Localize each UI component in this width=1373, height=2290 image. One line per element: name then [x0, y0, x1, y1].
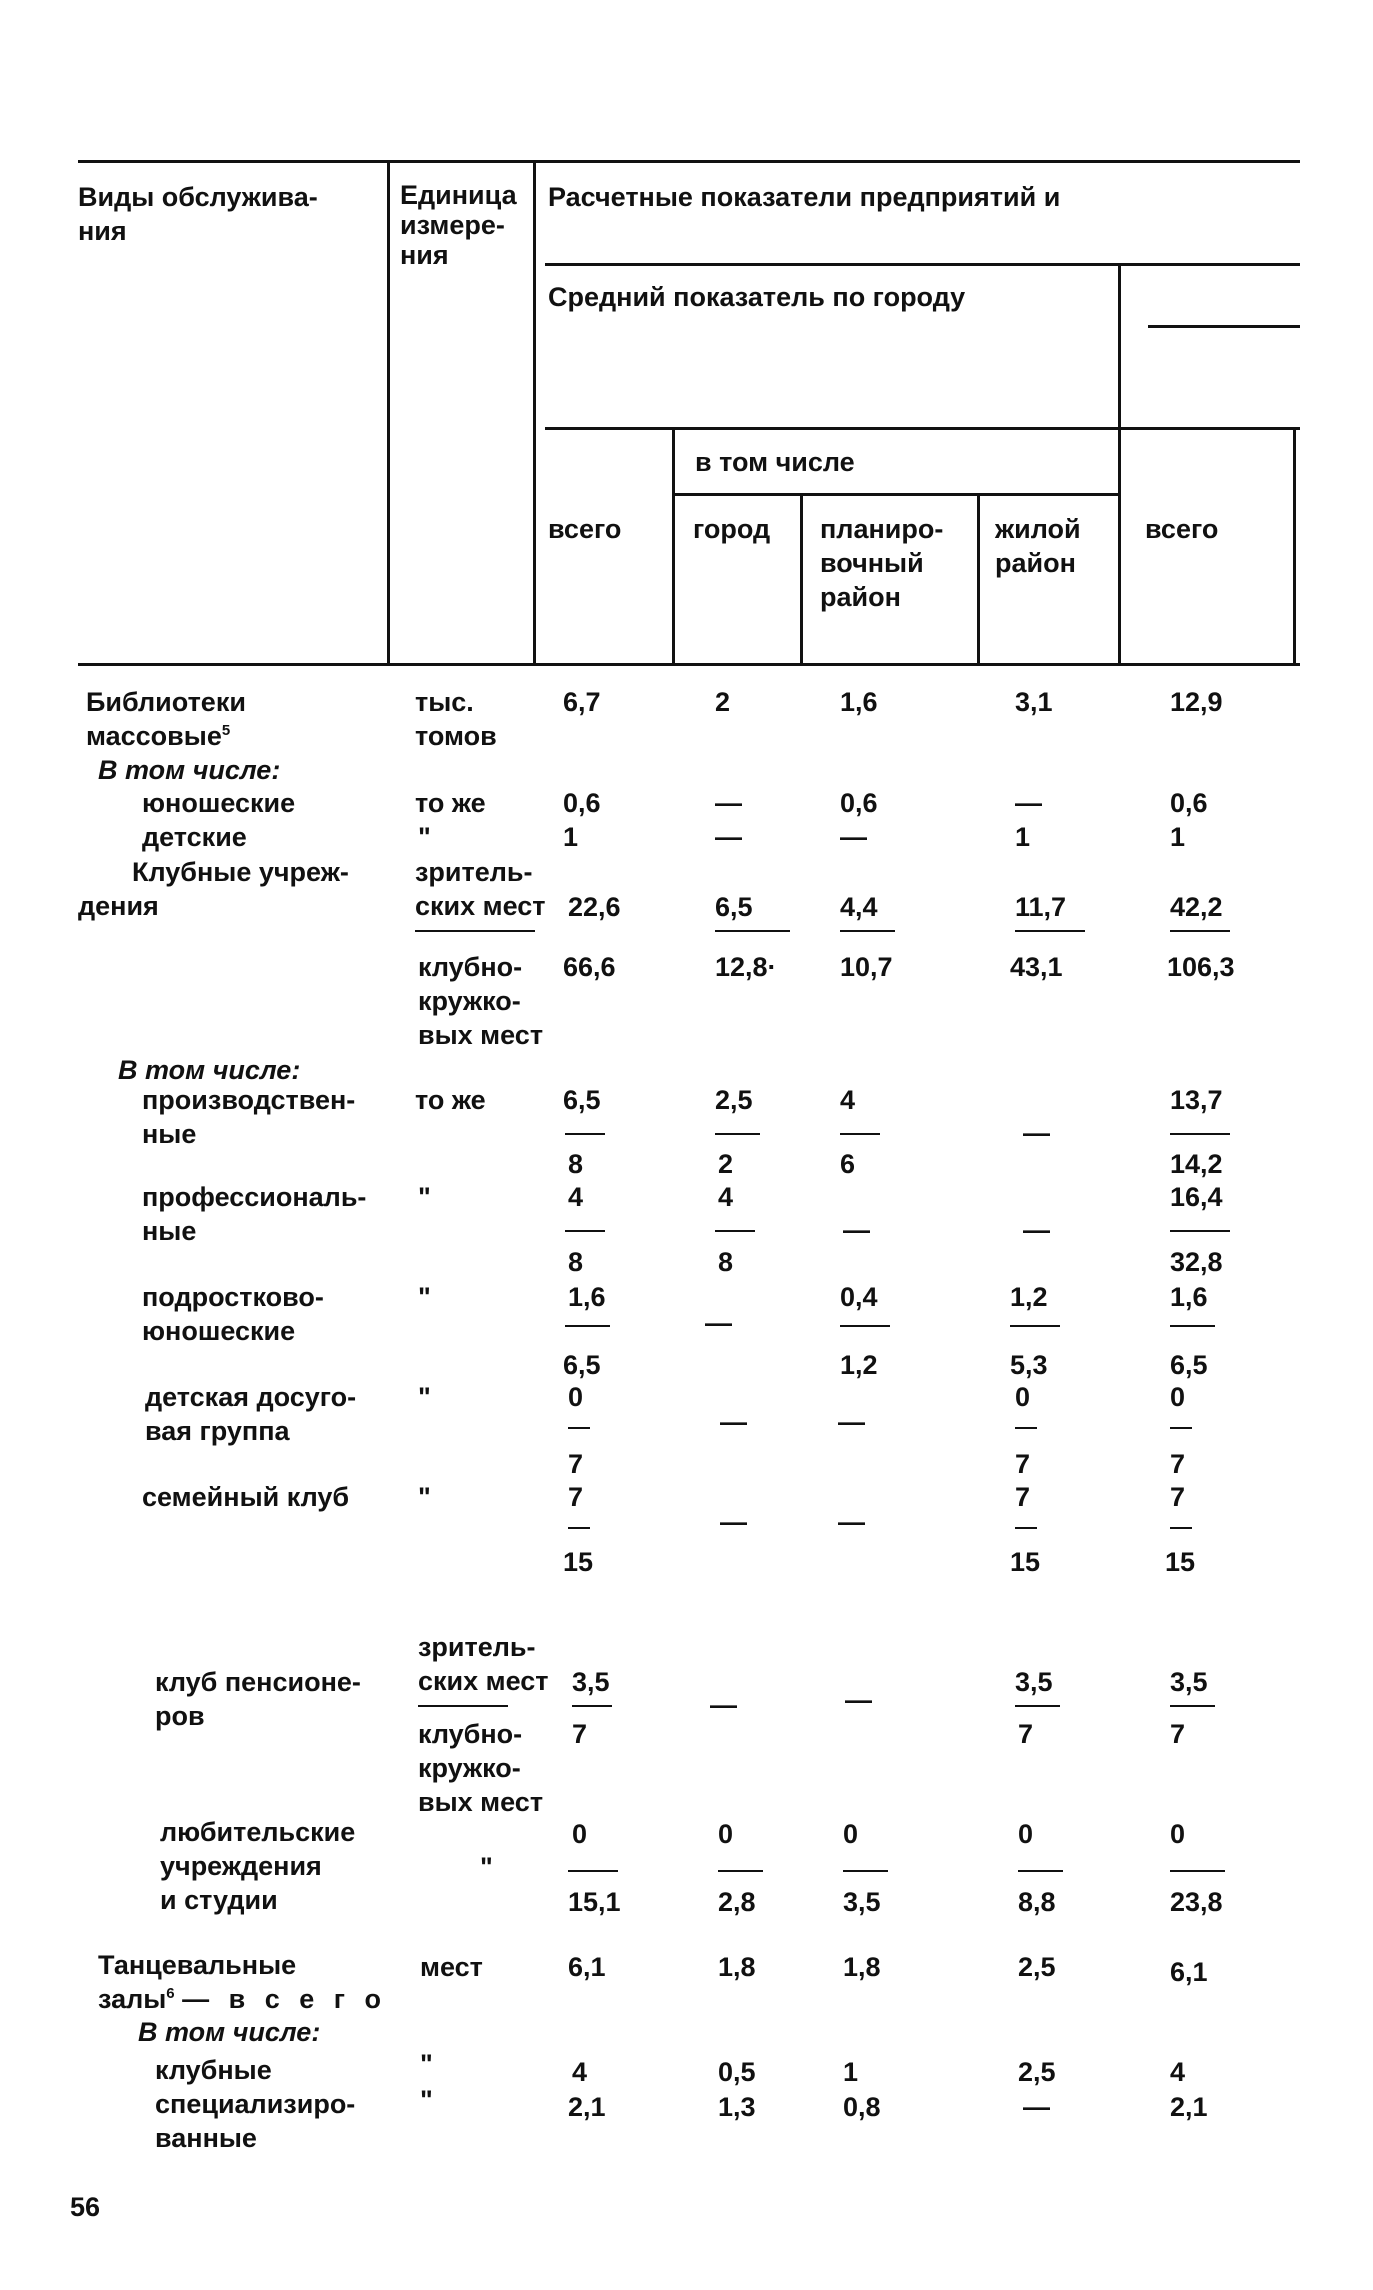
- cell: 15,1: [568, 1887, 621, 1917]
- fraction-rule: [568, 1427, 590, 1429]
- cell: 2,5: [1018, 1952, 1056, 1982]
- cell: 12,8·: [715, 952, 777, 982]
- cell: 2,1: [1170, 2092, 1208, 2122]
- fraction-rule: [415, 930, 535, 932]
- row-unit: то же: [415, 788, 486, 818]
- row-unit: ": [418, 1382, 431, 1412]
- cell: 6,1: [568, 1952, 606, 1982]
- fraction-rule: [840, 1133, 880, 1135]
- cell: 66,6: [563, 952, 616, 982]
- cell: 11,7: [1015, 892, 1067, 922]
- cell: 0: [1018, 1819, 1034, 1849]
- cell: 3,5: [1015, 1667, 1053, 1697]
- cell: 7: [568, 1449, 584, 1479]
- cell: 2,8: [718, 1887, 756, 1917]
- cell: 4,4: [840, 892, 878, 922]
- rule: [1118, 263, 1121, 663]
- row-unit: то же: [415, 1085, 486, 1115]
- header-including: в том числе: [695, 447, 855, 477]
- fraction-rule: [840, 1325, 890, 1327]
- cell: —: [1023, 1215, 1050, 1245]
- cell: 8: [718, 1247, 734, 1277]
- rule: [675, 493, 1120, 496]
- cell: 0,8: [843, 2092, 881, 2122]
- cell: 6,5: [563, 1085, 601, 1115]
- cell: 8: [568, 1247, 584, 1277]
- rule: [672, 427, 675, 663]
- cell: 15: [563, 1547, 594, 1577]
- row-label: детская досуго- вая группа: [145, 1382, 357, 1446]
- cell: 4: [718, 1182, 734, 1212]
- cell: 2,5: [715, 1085, 753, 1115]
- row-unit: ": [480, 1852, 493, 1882]
- row-label: Танцевальные залы$^6$ — в с е г о: [98, 1950, 388, 2014]
- cell: 6,5: [563, 1350, 601, 1380]
- cell: 23,8: [1170, 1887, 1223, 1917]
- cell: 3,1: [1015, 687, 1053, 717]
- cell: 3,5: [1170, 1667, 1208, 1697]
- cell: 6,5: [715, 892, 753, 922]
- row-label: Библиотеки массовые$^5$: [86, 687, 246, 751]
- fraction-rule: [572, 1705, 612, 1707]
- rule: [78, 160, 1300, 163]
- rule: [1148, 325, 1300, 328]
- fraction-rule: [1010, 1325, 1060, 1327]
- fraction-rule: [1015, 1427, 1037, 1429]
- cell: —: [710, 1690, 737, 1720]
- fraction-rule: [568, 1527, 590, 1529]
- row-unit: ": [420, 2049, 433, 2079]
- cell: 22,6: [568, 892, 621, 922]
- cell: 12,9: [1170, 687, 1223, 717]
- cell: 1,2: [840, 1350, 878, 1380]
- cell: 4: [1170, 2057, 1186, 2087]
- cell: 0,4: [840, 1282, 878, 1312]
- rule: [977, 493, 980, 663]
- cell: —: [1015, 788, 1042, 818]
- fraction-rule: [715, 1133, 760, 1135]
- cell: 7: [1015, 1482, 1031, 1512]
- cell: 6: [840, 1149, 856, 1179]
- cell: —: [705, 1308, 732, 1338]
- cell: —: [720, 1507, 747, 1537]
- cell: 1,3: [718, 2092, 756, 2122]
- row-unit: ": [418, 1182, 431, 1212]
- cell: 1: [1170, 822, 1186, 852]
- cell: 7: [1170, 1449, 1186, 1479]
- cell: —: [838, 1507, 865, 1537]
- cell: 0,6: [563, 788, 601, 818]
- cell: —: [720, 1407, 747, 1437]
- row-label: Клубные учреж- дения: [78, 857, 349, 921]
- cell: 7: [1170, 1482, 1186, 1512]
- rule: [545, 263, 1300, 266]
- row-unit: ": [418, 1282, 431, 1312]
- cell: 1,6: [568, 1282, 606, 1312]
- cell: 6,5: [1170, 1350, 1208, 1380]
- row-unit: зритель- ских мест: [415, 857, 546, 921]
- fraction-rule: [1170, 1705, 1215, 1707]
- cell: 7: [1170, 1719, 1186, 1749]
- header-service-type: Виды обслужива- ния: [78, 182, 318, 246]
- row-label: юношеские: [142, 788, 296, 818]
- cell: 0,6: [840, 788, 878, 818]
- row-label: клуб пенсионе- ров: [155, 1667, 361, 1731]
- cell: 15: [1165, 1547, 1196, 1577]
- cell: —: [715, 788, 742, 818]
- cell: 43,1: [1010, 952, 1063, 982]
- cell: 8: [568, 1149, 584, 1179]
- cell: 1: [843, 2057, 859, 2087]
- header-total-2: всего: [1145, 514, 1219, 544]
- cell: 14,2: [1170, 1149, 1223, 1179]
- cell: 6,1: [1170, 1957, 1208, 1987]
- row-label: семейный клуб: [142, 1482, 350, 1512]
- row-label: клубные: [155, 2055, 272, 2085]
- row-label: подростково- юношеские: [142, 1282, 324, 1346]
- fraction-rule: [1015, 1527, 1037, 1529]
- section-heading: В том числе:: [118, 1055, 301, 1085]
- fraction-rule: [840, 930, 895, 932]
- cell: —: [840, 822, 867, 852]
- fraction-rule: [1018, 1870, 1063, 1872]
- cell: 1,6: [840, 687, 878, 717]
- header-total: всего: [548, 514, 622, 544]
- row-unit: клубно- кружко- вых мест: [418, 952, 544, 1050]
- rule: [387, 160, 390, 663]
- cell: 32,8: [1170, 1247, 1223, 1277]
- cell: 3,5: [572, 1667, 610, 1697]
- fraction-rule: [565, 1230, 605, 1232]
- cell: 106,3: [1167, 952, 1235, 982]
- cell: 4: [840, 1085, 856, 1115]
- header-unit: Единица измере- ния: [400, 180, 517, 270]
- cell: 6,7: [563, 687, 601, 717]
- row-label: специализиро- ванные: [155, 2089, 356, 2153]
- cell: 15: [1010, 1547, 1041, 1577]
- row-label: детские: [142, 822, 247, 852]
- fraction-rule: [1170, 1870, 1225, 1872]
- section-heading: В том числе:: [138, 2017, 321, 2047]
- fraction-rule: [843, 1870, 888, 1872]
- fraction-rule: [1170, 1230, 1230, 1232]
- cell: 2,5: [1018, 2057, 1056, 2087]
- fraction-rule: [1170, 1527, 1192, 1529]
- fraction-rule: [1170, 930, 1230, 932]
- row-unit: ": [420, 2085, 433, 2115]
- cell: 0: [1170, 1819, 1186, 1849]
- fraction-rule: [715, 930, 790, 932]
- fraction-rule: [568, 1870, 618, 1872]
- cell: 4: [568, 1182, 584, 1212]
- fraction-rule: [565, 1133, 605, 1135]
- fraction-rule: [418, 1705, 508, 1707]
- cell: 0: [1170, 1382, 1186, 1412]
- cell: 0: [568, 1382, 584, 1412]
- cell: 7: [568, 1482, 584, 1512]
- cell: 5,3: [1010, 1350, 1048, 1380]
- header-city: город: [693, 514, 771, 544]
- fraction-rule: [715, 1230, 755, 1232]
- cell: 0: [572, 1819, 588, 1849]
- fraction-rule: [565, 1325, 610, 1327]
- fraction-rule: [1015, 930, 1085, 932]
- cell: 10,7: [840, 952, 893, 982]
- fraction-rule: [1015, 1705, 1060, 1707]
- cell: 1: [563, 822, 579, 852]
- cell: —: [1023, 1118, 1050, 1148]
- cell: 3,5: [843, 1887, 881, 1917]
- page-number: 56: [70, 2192, 101, 2222]
- cell: —: [1023, 2092, 1050, 2122]
- header-city-average: Средний показатель по городу: [548, 282, 966, 312]
- fraction-rule: [1170, 1325, 1215, 1327]
- cell: 1,8: [718, 1952, 756, 1982]
- row-label: производствен- ные: [142, 1085, 356, 1149]
- cell: 7: [572, 1719, 588, 1749]
- cell: 0,6: [1170, 788, 1208, 818]
- row-unit: ": [418, 822, 431, 852]
- cell: 7: [1015, 1449, 1031, 1479]
- row-unit: зритель- ских мест: [418, 1632, 549, 1696]
- header-residential-district: жилой район: [995, 514, 1081, 578]
- cell: 16,4: [1170, 1182, 1223, 1212]
- rule: [533, 160, 536, 663]
- cell: —: [838, 1407, 865, 1437]
- rule: [1293, 427, 1296, 663]
- fraction-rule: [1170, 1427, 1192, 1429]
- rule: [800, 493, 803, 663]
- cell: 0,5: [718, 2057, 756, 2087]
- cell: 7: [1018, 1719, 1034, 1749]
- row-unit: мест: [420, 1952, 483, 1982]
- row-label: профессиональ- ные: [142, 1182, 367, 1246]
- cell: 1,8: [843, 1952, 881, 1982]
- cell: 2: [715, 687, 731, 717]
- row-unit: ": [418, 1482, 431, 1512]
- cell: 8,8: [1018, 1887, 1056, 1917]
- header-indicators: Расчетные показатели предприятий и: [548, 182, 1061, 212]
- cell: 1,2: [1010, 1282, 1048, 1312]
- cell: 0: [718, 1819, 734, 1849]
- cell: 1,6: [1170, 1282, 1208, 1312]
- cell: 2,1: [568, 2092, 606, 2122]
- cell: 0: [843, 1819, 859, 1849]
- cell: —: [843, 1215, 870, 1245]
- row-label: любительские учреждения и студии: [160, 1817, 356, 1915]
- section-heading: В том числе:: [98, 755, 281, 785]
- cell: 13,7: [1170, 1085, 1223, 1115]
- row-unit: клубно- кружко- вых мест: [418, 1719, 544, 1817]
- cell: 42,2: [1170, 892, 1223, 922]
- cell: —: [715, 822, 742, 852]
- cell: 0: [1015, 1382, 1031, 1412]
- rule: [545, 427, 1300, 430]
- cell: —: [845, 1685, 872, 1715]
- header-planning-district: планиро- вочный район: [820, 514, 944, 612]
- cell: 4: [572, 2057, 588, 2087]
- fraction-rule: [718, 1870, 763, 1872]
- cell: 2: [718, 1149, 734, 1179]
- cell: 1: [1015, 822, 1031, 852]
- row-unit: тыс. томов: [415, 687, 497, 751]
- fraction-rule: [1170, 1133, 1230, 1135]
- rule: [78, 663, 1300, 666]
